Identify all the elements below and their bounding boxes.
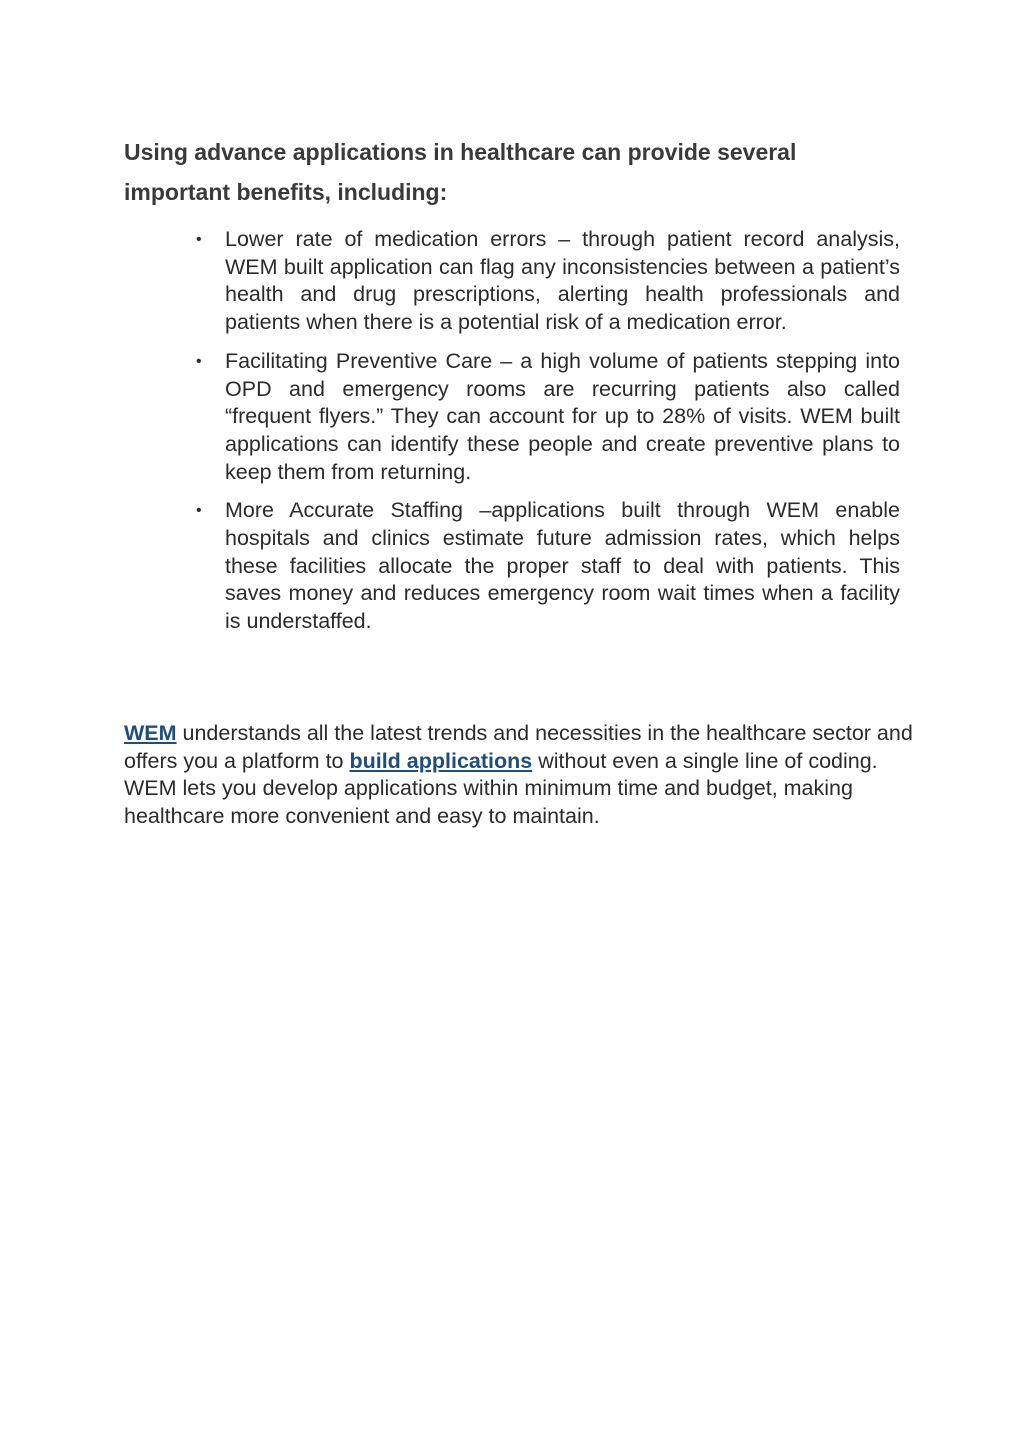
- list-item: [188, 348, 900, 487]
- benefits-list: [188, 226, 900, 647]
- bullet-icon: •: [196, 502, 202, 520]
- bullet-icon: •: [196, 231, 202, 248]
- closing-paragraph: [124, 720, 914, 831]
- list-item: [188, 226, 900, 337]
- closing-text-1: understands all the latest trends and necessities in the healthcare sector and offers you a platform to: [124, 721, 913, 773]
- list-item-text: Lower rate of medication errors – through patient record analysis, WEM built application can flag any inconsistencies between a patient’s health and drug prescriptions, alerting health professionals and patients when there is a potential risk of a medication error.: [225, 227, 900, 335]
- list-item-text: Facilitating Preventive Care – a high volume of patients stepping into OPD and emergency rooms are recurring patients also called “frequent flyers.” They can account for up to 28% of visits. WEM built applications can identify these people and create preventive plans to keep them from returning.: [225, 348, 900, 484]
- list-item-text: More Accurate Staffing –applications built through WEM enable hospitals and clinics estimate future admission rates, which helps these facilities allocate the proper staff to deal with patients. This saves money and reduces emergency room wait times when a facility is understaffed.: [225, 498, 900, 634]
- bullet-icon: •: [196, 352, 202, 370]
- section-heading: Using advance applications in healthcare can provide several important benefits, including:: [124, 139, 797, 205]
- list-item: [188, 497, 900, 636]
- build-applications-link[interactable]: build applications: [349, 748, 533, 773]
- wem-link[interactable]: WEM: [124, 721, 177, 745]
- closing-text-2: without even a single line of coding. WEM lets you develop applications within minimum time and budget, making healthcare more convenient and easy to maintain.: [124, 748, 878, 829]
